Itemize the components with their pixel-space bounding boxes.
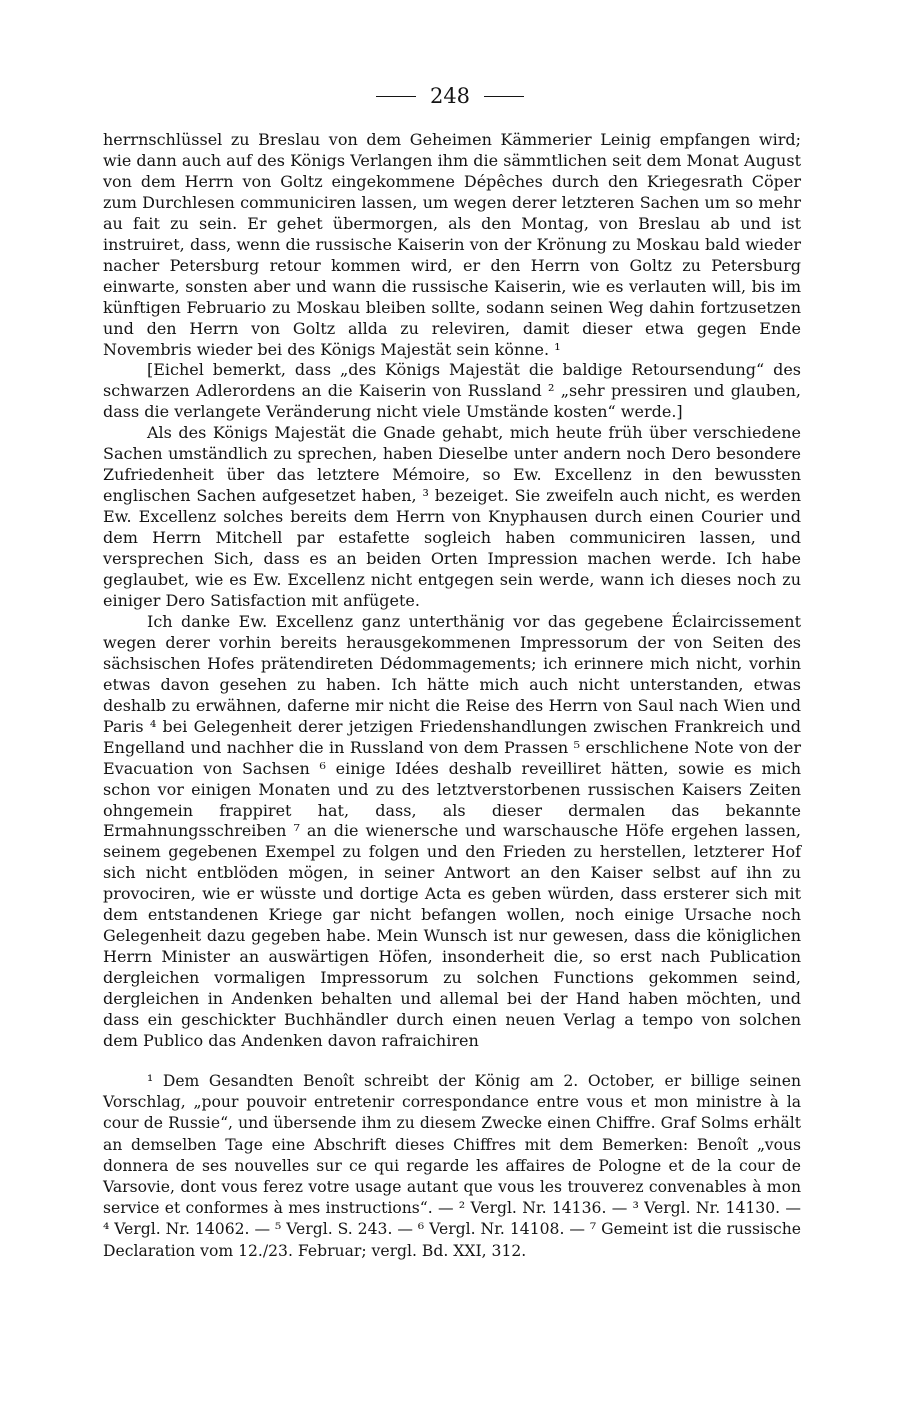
- page-header: [0, 84, 900, 108]
- paragraph-editorial-note: [Eichel bemerkt, dass „des Königs Majestät die baldige Retoursendung“ des schwarzen Adlerordens an die Kaiserin von Russland ² „sehr pressiren und glauben, dass die verlangete Veränderung nicht viele Umstände kosten“ werde.]: [103, 360, 801, 422]
- paragraph: Als des Königs Majestät die Gnade gehabt, mich heute früh über verschiedene Sachen umständlich zu sprechen, haben Dieselbe unter andern noch Dero besondere Zufriedenheit über das letztere Mémoire, so Ew. Excellenz in den bewussten englischen Sachen aufgesetzet haben, ³ bezeiget. Sie zweifeln auch nicht, es werden Ew. Excellenz solches bereits dem Herrn von Knyphausen durch einen Courier und dem Herrn Mitchell par estafette sogleich haben communiciren lassen, und versprechen Sich, dass es an beiden Orten Impression machen werde. Ich habe geglaubet, wie es Ew. Excellenz nicht entgegen sein werde, wann ich dieses noch zu einiger Dero Satisfaction mit anfügete.: [103, 423, 801, 610]
- paragraph: Ich danke Ew. Excellenz ganz unterthänig vor das gegebene Éclaircissement wegen derer vorhin bereits herausgekommenen Impressorum der von Seiten des sächsischen Hofes prätendireten Dédommagements; ich erinnere mich nicht, vorhin etwas davon gesehen zu haben. Ich hätte mich auch nicht unterstanden, etwas deshalb zu erwähnen, daferne mir nicht die Reise des Herrn von Saul nach Wien und Paris ⁴ bei Gelegenheit derer jetzigen Friedenshandlungen zwischen Frankreich und Engelland und nachher die in Russland von dem Prassen ⁵ erschlichene Note von der Evacuation von Sachsen ⁶ einige Idées deshalb reveilliret hätten, sowie es mich schon vor einigen Monaten und zu des letztverstorbenen russischen Kaisers Zeiten ohngemein frappiret hat, dass, als dieser dermalen das bekannte Ermahnungsschreiben ⁷ an die wienersche und warschausche Höfe ergehen lassen, seinem gegebenen Exempel zu folgen und den Frieden zu herstellen, letzterer Hof sich nicht entblöden mögen, in seiner Antwort an den Kaiser selbst auf ihn zu provociren, wie er wüsste und dortige Acta es geben würden, dass ersterer sich mit dem entstandenen Kriege gar nicht befangen wollen, noch einige Ursache noch Gelegenheit dazu gegeben habe. Mein Wunsch ist nur gewesen, dass die königlichen Herrn Minister an auswärtigen Höfen, insonderheit die, so erst nach Publication dergleichen vormaligen Impressorum zu solchen Functions gekommen seind, dergleichen in Andenken behalten und allemal bei der Hand haben möchten, und dass ein geschickter Buchhändler durch einen neuen Verlag a tempo von solchen dem Publico das Andenken davon rafraichiren: [103, 611, 801, 1050]
- header-dash-right: [484, 96, 524, 97]
- page-number: 248: [429, 84, 471, 108]
- header-dash-left: [376, 96, 416, 97]
- footnote-text: ¹ Dem Gesandten Benoît schreibt der König am 2. October, er billige seinen Vorschlag, „pour pouvoir entretenir correspondance entre vous et mon ministre à la cour de Russie“, und übersende ihm zu diesem Zwecke einen Chiffre. Graf Solms erhält an demselben Tage eine Abschrift dieses Chiffres mit dem Bemerken: Benoît „vous donnera de ses nouvelles sur ce qui regarde les affaires de Pologne et de la cour de Varsovie, dont vous ferez votre usage autant que vous les trouverez convenables à mon service et conformes à mes instructions“. — ² Vergl. Nr. 14136. — ³ Vergl. Nr. 14130. — ⁴ Vergl. Nr. 14062. — ⁵ Vergl. S. 243. — ⁶ Vergl. Nr. 14108. — ⁷ Gemeint ist die russische Declaration vom 12./23. Februar; vergl. Bd. XXI, 312.: [103, 1072, 801, 1260]
- body-text: [103, 130, 801, 1052]
- footnotes: [103, 1071, 801, 1262]
- paragraph-continuation: herrnschlüssel zu Breslau von dem Geheimen Kämmerier Leinig empfangen wird; wie dann auch auf des Königs Verlangen ihm die sämmtlichen seit dem Monat August von dem Herrn von Goltz eingekommene Dépêches durch den Kriegesrath Cöper zum Durchlesen communiciren lassen, um wegen derer letzteren Sachen um so mehr au fait zu sein. Er gehet übermorgen, als den Montag, von Breslau ab und ist instruiret, dass, wenn die russische Kaiserin von der Krönung zu Moskau bald wieder nacher Petersburg retour kommen wird, er den Herrn von Goltz zu Petersburg einwarte, sonsten aber und wann die russische Kaiserin, wie es verlauten will, bis im künftigen Februario zu Moskau bleiben sollte, sodann seinen Weg dahin fortzusetzen und den Herrn von Goltz allda zu releviren, damit dieser etwa gegen Ende Novembris wieder bei des Königs Majestät sein könne. ¹: [103, 130, 801, 359]
